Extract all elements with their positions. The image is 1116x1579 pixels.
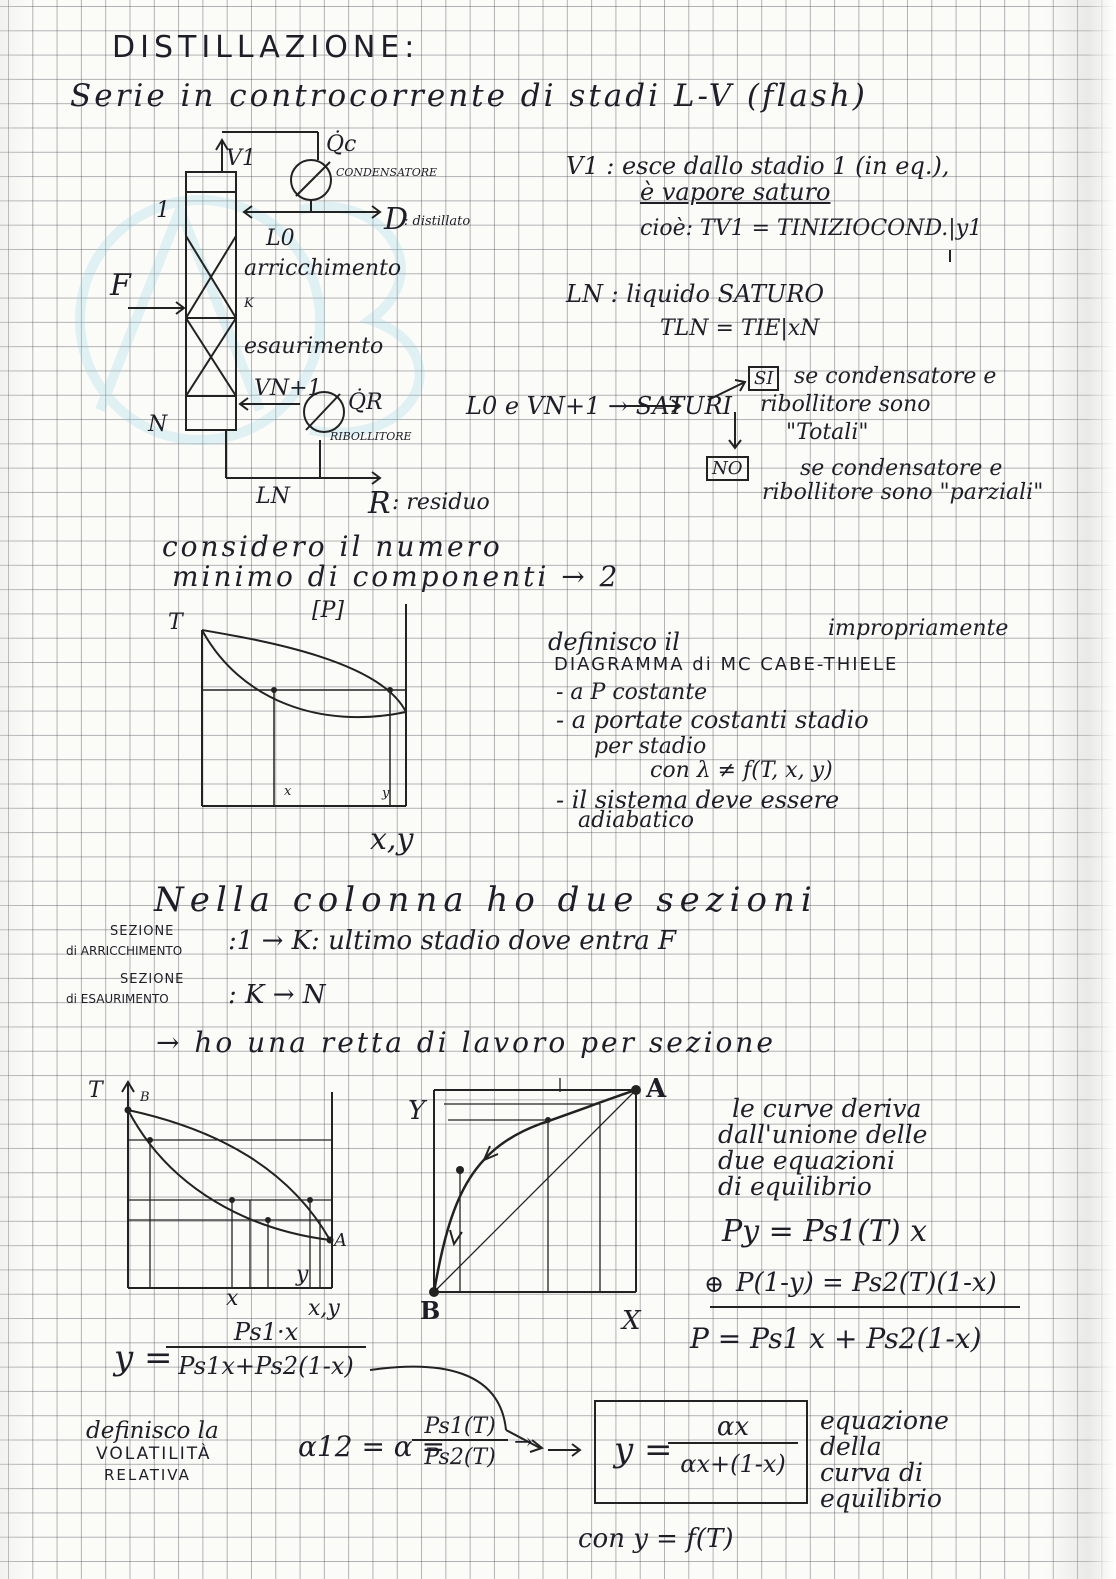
note-l0-saturi: L0 e VN+1 → SATURI [466, 392, 732, 420]
label-d: D [384, 202, 409, 237]
considero-line1: considero il numero [162, 530, 503, 563]
curve-eq2: P(1-y) = Ps2(T)(1-x) [736, 1268, 997, 1298]
volatilita-line1: definisco la [86, 1418, 219, 1444]
label-vn1: VN+1 [254, 376, 322, 401]
note-si-box: SI [748, 366, 779, 391]
diagram1-axis-label: x,y [370, 822, 414, 857]
diagram3-b-label: B [420, 1296, 441, 1325]
sezioni-s1-text: :1 → K: ultimo stadio dove entra F [228, 926, 677, 956]
volatilita-arrow: → [514, 1430, 533, 1455]
mccabe-item3: - il sistema deve essere [556, 786, 840, 814]
page-right-edge [1046, 0, 1116, 1579]
label-ln: LN [256, 484, 290, 509]
equazione-line2: della [820, 1432, 882, 1461]
note-si-text2: ribollitore sono [760, 392, 931, 417]
page-subtitle: Serie in controcorrente di stadi L-V (flash) [70, 78, 868, 114]
equazione-line1: equazione [820, 1406, 949, 1435]
diagram2-axis-label: x,y [308, 1296, 340, 1321]
note-v1-line1: V1 : esce dallo stadio 1 (in eq.), [566, 152, 950, 180]
volatilita-line3: RELATIVA [104, 1466, 191, 1484]
diagram2-t-label: T [88, 1078, 103, 1103]
mccabe-line1b: impropriamente [828, 616, 1009, 641]
label-n: N [148, 412, 168, 437]
diagram2-y-tick: y [296, 1262, 309, 1287]
note-ln-line1: LN : liquido SATURO [566, 280, 825, 308]
sezioni-s1-bot: di ARRICCHIMENTO [66, 944, 183, 958]
boxed-eq-den: αx+(1-x) [668, 1442, 798, 1478]
volatilita-fraction [412, 1414, 508, 1470]
equazione-line3: curva di [820, 1458, 924, 1487]
label-condensatore: CONDENSATORE [336, 166, 438, 179]
curve-eq3: P = Ps1 x + Ps2(1-x) [690, 1322, 982, 1355]
sezioni-s1-top: SEZIONE [110, 924, 175, 939]
diagram1-t-label: T [168, 610, 183, 635]
label-f: F [110, 268, 131, 303]
note-no-box: NO [706, 456, 749, 481]
note-v1-line3: cioè: TV1 = TINIZIOCOND.|y1 [640, 216, 983, 241]
volatilita-den: Ps2(T) [412, 1439, 508, 1470]
curve-line2: dall'unione delle [718, 1120, 928, 1149]
diagram2-b-label: B [140, 1090, 150, 1105]
curve-line3: due equazioni [718, 1146, 895, 1175]
formula-y-den: Ps1x+Ps2(1-x) [166, 1346, 366, 1380]
label-distillato: : distillato [404, 214, 471, 229]
page-title: DISTILLAZIONE: [112, 30, 420, 65]
mccabe-line1: definisco il [548, 628, 680, 656]
curve-eq1: Py = Ps1(T) x [722, 1214, 928, 1249]
label-qr: Q̇R [348, 390, 383, 415]
sezioni-title: Nella colonna ho due sezioni [154, 880, 818, 920]
label-l0: L0 [266, 226, 295, 251]
mccabe-item2b: per stadio [594, 734, 707, 759]
diagram3-x-label: X [622, 1306, 641, 1336]
diagram3-a-label: A [646, 1074, 667, 1104]
sezioni-retta: → ho una retta di lavoro per sezione [156, 1026, 776, 1059]
volatilita-num: Ps1(T) [424, 1414, 496, 1439]
footer-note: con y = f(T) [578, 1524, 734, 1554]
considero-line2: minimo di componenti → 2 [172, 560, 621, 593]
curve-plus: ⊕ [704, 1270, 725, 1298]
formula-y-num: Ps1·x [233, 1318, 299, 1346]
diagram1-p-label: [P] [312, 598, 344, 623]
label-arricchimento: arricchimento [244, 256, 402, 281]
volatilita-alpha: α12 = α = [298, 1430, 446, 1463]
mccabe-item2: - a portate costanti stadio [556, 706, 869, 734]
label-r: R [368, 486, 391, 521]
label-ribollitore: RIBOLLITORE [330, 430, 412, 443]
equazione-line4: equilibrio [820, 1484, 942, 1513]
curve-line4: di equilibrio [718, 1172, 872, 1201]
label-esaurimento: esaurimento [244, 334, 384, 359]
diagram2-a-label: A [334, 1230, 347, 1251]
note-si-text3: "Totali" [786, 420, 869, 445]
note-no-text2: ribollitore sono "parziali" [762, 480, 1044, 505]
boxed-equation [594, 1400, 808, 1504]
note-v1-line2: è vapore saturo [640, 178, 831, 206]
note-ln-line2: TLN = TIE|xN [660, 316, 820, 341]
label-k: K [244, 296, 254, 311]
diagram2-x-tick: x [226, 1286, 239, 1311]
label-residuo: : residuo [392, 490, 490, 515]
mccabe-item1: - a P costante [556, 680, 708, 705]
diagram1-x-tick: x [284, 784, 292, 799]
diagram1-y-tick: y [382, 786, 390, 801]
diagram3-y-label: Y [408, 1096, 426, 1126]
mccabe-line2: DIAGRAMMA di MC CABE-THIELE [554, 654, 899, 675]
sezioni-s2-text: : K → N [228, 980, 326, 1010]
formula-y-lhs: y = [114, 1338, 173, 1378]
label-stage-1: 1 [156, 198, 170, 223]
boxed-eq-fraction [668, 1412, 798, 1478]
sezioni-s2-bot: di ESAURIMENTO [66, 992, 169, 1006]
mccabe-item2c: con λ ≠ f(T, x, y) [650, 758, 833, 783]
mccabe-item3b: adiabatico [578, 808, 694, 833]
curve-line1: le curve deriva [732, 1094, 922, 1123]
boxed-eq-lhs: y = [614, 1430, 673, 1470]
note-no-text1: se condensatore e [800, 456, 1003, 481]
volatilita-line2: VOLATILITÀ [96, 1444, 212, 1464]
note-si-text1: se condensatore e [794, 364, 997, 389]
boxed-eq-num: αx [716, 1412, 750, 1442]
sezioni-s2-top: SEZIONE [120, 972, 185, 987]
label-qc: Q̇c [326, 132, 357, 157]
label-v1: V1 [226, 146, 256, 171]
